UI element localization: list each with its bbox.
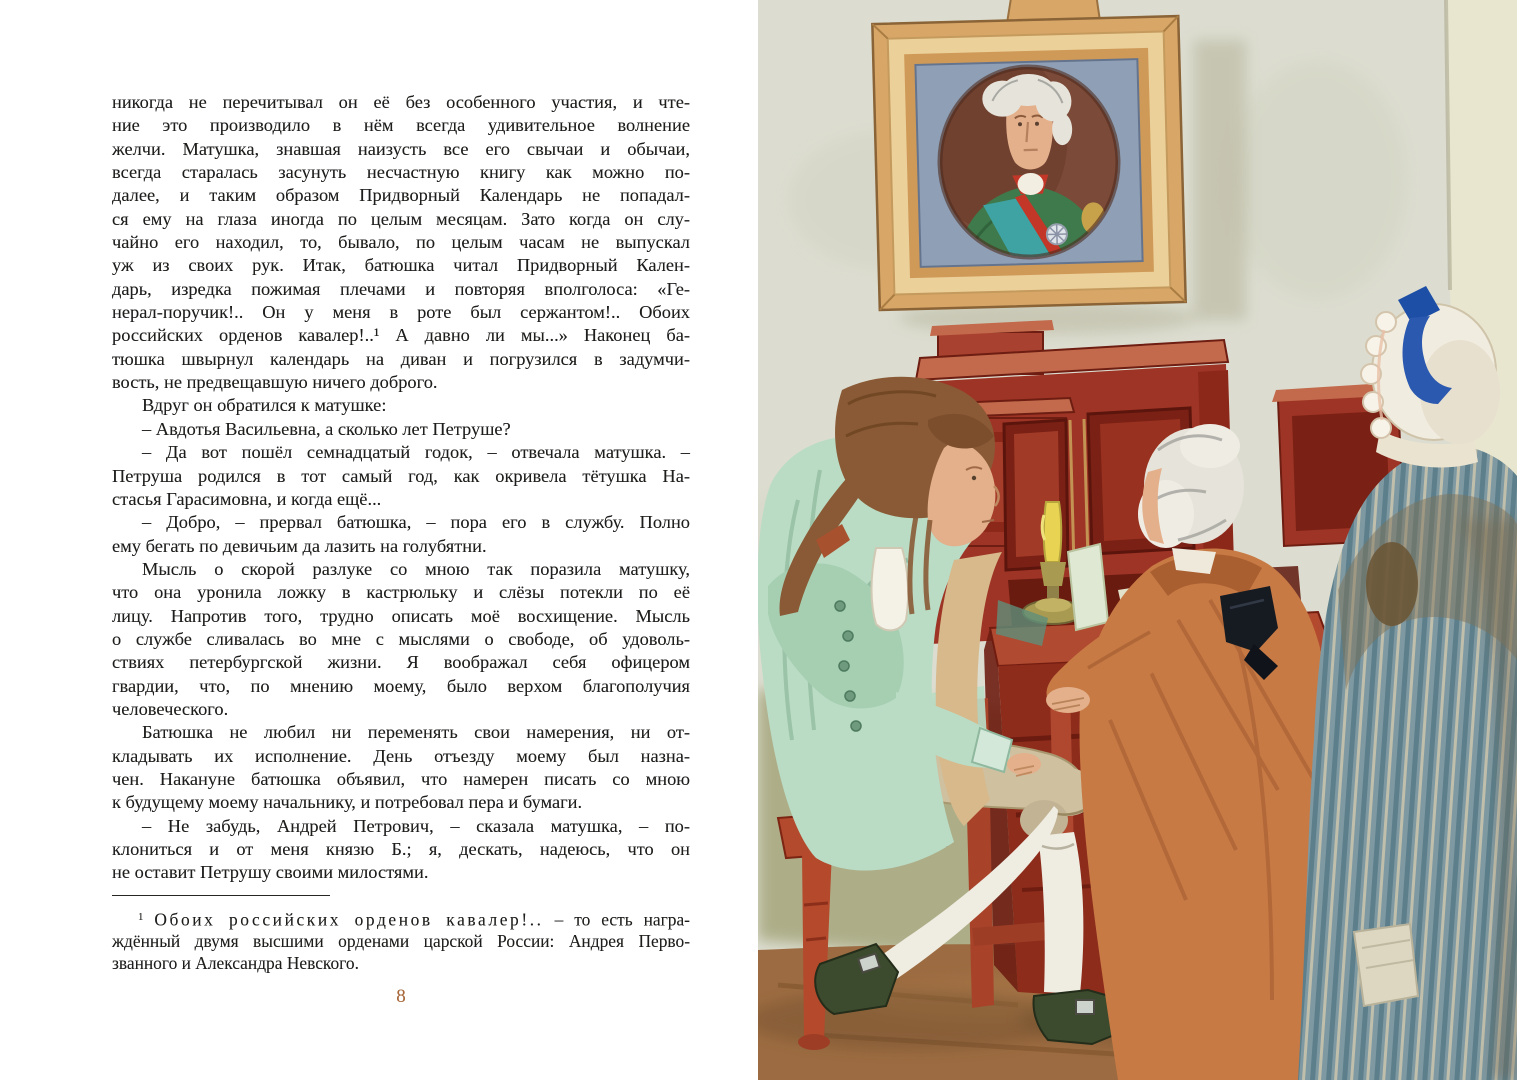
hand [1046,687,1090,713]
text-line: тюшка швырнул календарь на диван и погрузился в задумчи- [112,348,690,369]
text-line: чен. Накануне батюшка объявил, что намерен писать со мною [112,768,690,789]
right-page-illustration [758,0,1517,1080]
text-line: ему бегать по девичьим да лазить на голубятни. [112,535,487,556]
text-line: – Не забудь, Андрей Петрович, – сказала матушка, – по- [142,815,690,836]
text-line: – Да вот пошёл семнадцатый годок, – отвечала матушка. – [142,442,690,463]
footnote-line: ждённый двумя высшими орденами царской России: Андрея Перво- [112,930,690,951]
text-line: стасья Гарасимовна, и когда ещё... [112,488,382,509]
footnote [112,907,690,975]
text-line: далее, и таким образом Придворный Календарь не попадал- [112,185,690,206]
text-line: вость, не предвещавшую ничего доброго. [112,372,438,393]
text-line: не оставит Петрушу своими милостями. [112,862,429,883]
text-line: лицу. Напротив того, трудно описать моё восхищение. Мысль [112,605,690,626]
text-line: Батюшка не любил ни переменять свои намерения, ни от- [142,722,690,743]
body-text [112,91,690,885]
text-line: ся ему на глаза иногда по целым месяцам. Зато когда он слу- [112,208,690,229]
text-line: ствиях петербургской жизни. Я воображал себя офицером [112,652,690,673]
text-line: нерал-поручик!.. Он у меня в роте был сержантом!.. Обоих [112,302,690,323]
text-line: Мысль о скорой разлуке со мною так поразила матушку, [142,558,690,579]
text-line: дарь, изредка пожимая плечами и повторяя вполголоса: «Ге- [112,278,690,299]
text-line: гвардии, что, по мнению моему, было верхом благополучия [112,675,690,696]
footnote-line [112,907,690,931]
footnote-line: званного и Александра Невского. [112,952,359,973]
text-line: чайно его находил, то, бывало, по целым часам не выпускал [112,232,690,253]
left-page [112,91,690,1008]
footnote-text: – то есть награ- [554,909,690,930]
text-line: уж из своих рук. Итак, батюшка читал Придворный Кален- [112,255,690,276]
footnote-spaced-phrase: Обоих российских орденов кавалер!.. [154,909,544,930]
jabot [872,548,909,630]
footnote-marker: 1 [138,910,144,923]
text-line: что она уронила ложку в кастрюльку и слёзы потекли по её [112,582,690,603]
text-line: Петруша родился в тот самый год, как окривела тётушка На- [112,465,690,486]
text-line: – Добро, – прервал батюшка, – пора его в службу. Полно [142,512,690,533]
text-line: Вдруг он обратился к матушке: [142,395,387,416]
text-line: – Авдотья Васильевна, а сколько лет Петруше? [142,418,511,439]
hand [1007,753,1041,775]
text-line: никогда не перечитывал он её без особенного участия, и чте- [112,92,690,112]
text-line: кладывать их исполнение. День отъезду моему был назна- [112,745,690,766]
text-line: ние это производило в нём всегда удивительное волнение [112,115,690,136]
portrait [871,0,1185,310]
footnote-rule [112,895,330,896]
watercolor-illustration [758,0,1517,1080]
text-line: к будущему моему начальнику, и потребовал пера и бумаги. [112,792,583,813]
text-line: российских орденов кавалер!..¹ А давно ли мы...» Наконец ба- [112,325,690,346]
text-line: о службе сливалась во мне с мыслями о свободе, об удоволь- [112,628,690,649]
text-line: человеческого. [112,698,229,719]
text-line: желчи. Матушка, знавшая наизусть все его свычаи и обычаи, [112,138,690,159]
text-line: клониться и от меня князю Б.; я, дескать, надеюсь, что он [112,839,690,859]
page-number: 8 [396,985,406,1007]
text-line: всегда старалась засунуть несчастную книгу как можно по- [112,162,690,183]
